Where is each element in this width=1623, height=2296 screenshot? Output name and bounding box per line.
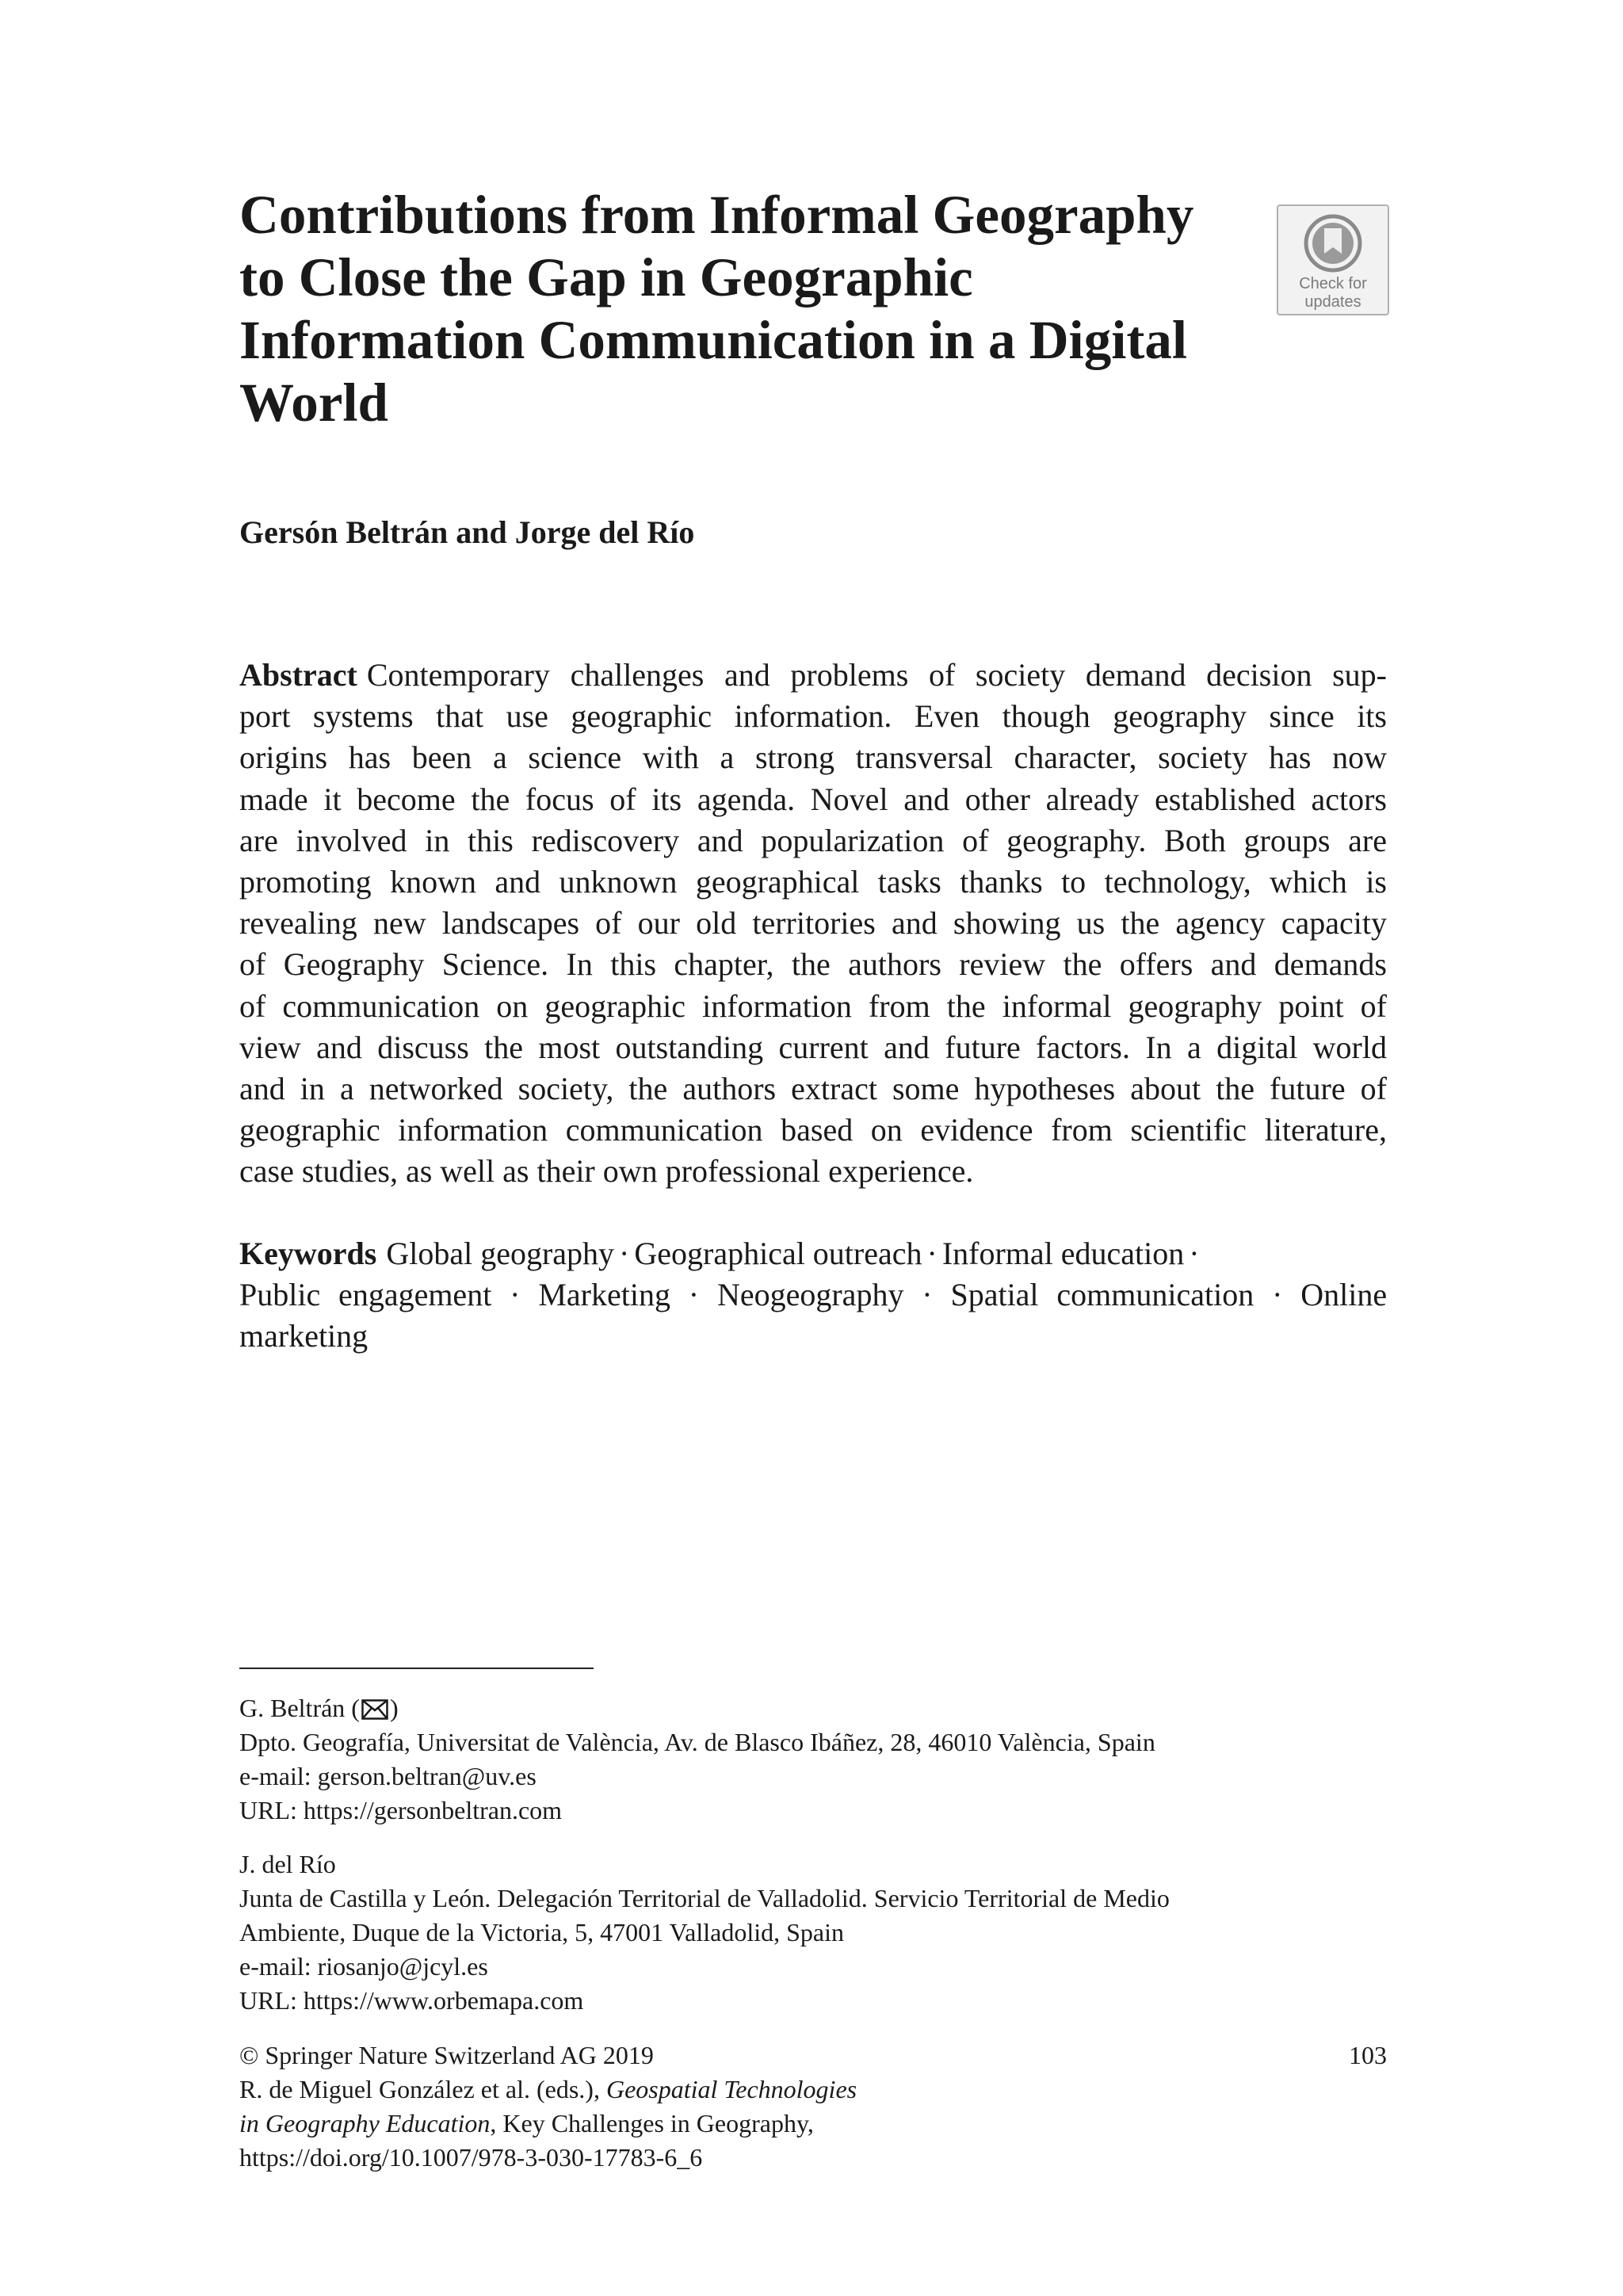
keyword: marketing — [239, 1318, 369, 1354]
footnote-affiliation: Dpto. Geografía, Universitat de València, Av. de Blasco Ibáñez, 28, 46010 València, Spain — [239, 1728, 1155, 1756]
editors-text: R. de Miguel González et al. (eds.), — [239, 2075, 600, 2103]
footnote-affiliation: Junta de Castilla y León. Delegación Territorial de Valladolid. Servicio Territorial de Medio — [239, 1884, 1170, 1912]
title-line: Contributions from Informal Geography — [239, 185, 1194, 245]
abstract-text: Contemporary challenges and problems of society demand decision sup- — [366, 657, 1387, 693]
abstract-line: promoting known and unknown geographical tasks thanks to technology, which is — [239, 864, 1387, 900]
keyword: Public engagement — [239, 1277, 492, 1313]
abstract-line: case studies, as well as their own professional experience. — [239, 1153, 974, 1190]
abstract-line — [239, 655, 1387, 696]
bookmark-ribbon-icon — [1300, 212, 1366, 274]
abstract — [239, 655, 1387, 1193]
badge-label-line2: updates — [1304, 293, 1361, 311]
keywords-line — [239, 1233, 1387, 1274]
abstract-line: and in a networked society, the authors extract some hypotheses about the future of — [239, 1071, 1387, 1107]
keyword: Informal education — [941, 1236, 1185, 1271]
url-link[interactable]: https://www.orbemapa.com — [303, 1986, 584, 2015]
publication-info — [239, 2038, 1387, 2175]
keywords-line — [239, 1316, 1387, 1357]
keyword: Geographical outreach — [634, 1236, 922, 1271]
envelope-icon — [361, 1699, 388, 1720]
badge-label-line1: Check for — [1299, 275, 1367, 292]
editors-line — [239, 2073, 1387, 2107]
keyword-separator: · — [510, 1277, 521, 1313]
email-label: e-mail: — [239, 1952, 311, 1981]
abstract-line: made it become the focus of its agenda. Novel and other already established actors — [239, 781, 1387, 817]
keyword-separator: · — [922, 1277, 933, 1313]
keyword: Online — [1300, 1277, 1388, 1313]
keyword: Marketing — [538, 1277, 670, 1313]
keyword-separator: · — [1272, 1277, 1283, 1313]
abstract-line: geographic information communication based on evidence from scientific literature, — [239, 1112, 1387, 1148]
author-name-close: ) — [389, 1694, 399, 1722]
abstract-line: revealing new landscapes of our old territories and showing us the agency capacity — [239, 905, 1387, 942]
title-line: Information Communication in a Digital — [239, 310, 1188, 370]
keyword-separator: · — [926, 1236, 938, 1271]
abstract-line: are involved in this rediscovery and popularization of geography. Both groups are — [239, 822, 1387, 858]
chapter-title — [239, 184, 1270, 434]
footnote-affiliation: Ambiente, Duque de la Victoria, 5, 47001 Valladolid, Spain — [239, 1918, 844, 1946]
footnote-email-line — [239, 1759, 1387, 1794]
footnote-delrio — [239, 1847, 1387, 2018]
keyword: Global geography — [386, 1236, 615, 1271]
footnote-url-line — [239, 1984, 1387, 2018]
email-link[interactable]: riosanjo@jcyl.es — [317, 1952, 488, 1981]
footnote-email-line — [239, 1950, 1387, 1984]
check-for-updates-badge[interactable] — [1277, 204, 1389, 315]
keyword-separator: · — [688, 1277, 700, 1313]
book-title: in Geography Education — [239, 2109, 491, 2137]
book-title: Geospatial Technologies — [605, 2075, 857, 2103]
page-number: 103 — [1349, 2041, 1387, 2069]
abstract-line: view and discuss the most outstanding current and future factors. In a digital world — [239, 1029, 1387, 1065]
footnote-author-name: J. del Río — [239, 1850, 336, 1878]
url-label: URL: — [239, 1986, 297, 2015]
url-label: URL: — [239, 1796, 297, 1824]
abstract-line: port systems that use geographic information. Even though geography since its — [239, 698, 1387, 735]
keyword-separator: · — [1189, 1236, 1200, 1271]
book-line — [239, 2107, 1387, 2141]
email-label: e-mail: — [239, 1762, 311, 1790]
abstract-line: of Geography Science. In this chapter, the authors review the offers and demands — [239, 946, 1387, 983]
title-line: World — [239, 372, 388, 433]
title-line: to Close the Gap in Geographic — [239, 247, 973, 308]
keywords — [239, 1233, 1387, 1358]
abstract-line: origins has been a science with a strong transversal character, society has now — [239, 739, 1387, 776]
series-text: , Key Challenges in Geography, — [490, 2109, 814, 2137]
email-link[interactable]: gerson.beltran@uv.es — [317, 1762, 537, 1790]
copyright-line: © Springer Nature Switzerland AG 2019 — [239, 2041, 654, 2069]
footnote-divider — [239, 1668, 594, 1669]
author-list: Gersón Beltrán and Jorge del Río — [239, 514, 695, 550]
keyword-separator: · — [619, 1236, 630, 1271]
footnote-author-name — [239, 1691, 1387, 1725]
author-name-text: G. Beltrán ( — [239, 1694, 360, 1722]
footnote-url-line — [239, 1794, 1387, 1828]
abstract-line: of communication on geographic information from the informal geography point of — [239, 988, 1387, 1024]
footnote-beltran — [239, 1691, 1387, 1828]
doi-link[interactable]: https://doi.org/10.1007/978-3-030-17783-6_6 — [239, 2143, 703, 2172]
keyword: Spatial communication — [950, 1277, 1254, 1313]
keyword: Neogeography — [716, 1277, 904, 1313]
keywords-label: Keywords — [239, 1236, 377, 1271]
keywords-line — [239, 1274, 1387, 1316]
abstract-label: Abstract — [239, 657, 357, 693]
url-link[interactable]: https://gersonbeltran.com — [303, 1796, 563, 1824]
